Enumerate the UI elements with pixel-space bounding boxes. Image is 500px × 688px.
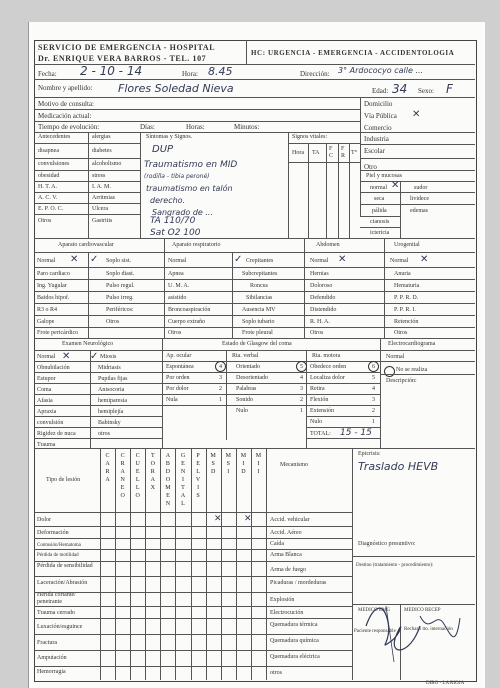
place-industria: Industria bbox=[364, 135, 389, 143]
lesion-row-line bbox=[34, 561, 266, 562]
urogenital-item: Retención bbox=[394, 319, 419, 325]
lesion-col-header: C A R A bbox=[105, 453, 110, 483]
resp-item: Sibilancias bbox=[246, 295, 273, 301]
antecedente-right-3: I. A. M. bbox=[92, 184, 111, 190]
antecedente-right-4: Arritmias bbox=[92, 195, 115, 201]
glasgow-motora-item: Retira bbox=[310, 386, 325, 392]
lesion-col-header: C U E L L O bbox=[135, 453, 140, 499]
sintomas-ta: TA 110/70 bbox=[150, 216, 196, 226]
footer-stamp: DIRO - LA RIOJA bbox=[426, 681, 465, 686]
lesion-tipo: Tipo de lesión bbox=[46, 477, 81, 483]
piel-ictericia: ictericia bbox=[370, 230, 390, 236]
neuro-item: hemiplejía bbox=[98, 409, 124, 415]
glasgow-motora-score: 3 bbox=[372, 397, 375, 403]
lesion-col-header: M I D bbox=[240, 453, 247, 475]
antecedente-right-6: Gastritis bbox=[92, 218, 113, 224]
ecg-title: Electrocardiograma bbox=[388, 341, 436, 347]
ecg-epicrisis: Epicrisis: bbox=[358, 451, 381, 457]
lesion-row: Pérdida de sensibilidad bbox=[37, 563, 93, 569]
neuro-item: hemiparesia bbox=[98, 398, 127, 404]
glasgow-verbal-title: Rta. verbal bbox=[232, 353, 259, 359]
urogenital-item: P. P. R. I. bbox=[394, 307, 416, 313]
mecanismo-item: Explosión bbox=[270, 597, 295, 603]
sintomas-title: Síntomas y Signos. bbox=[146, 134, 193, 140]
glasgow-title: Estado de Glasgow del coma bbox=[222, 341, 292, 347]
minutos-label: Minutos: bbox=[234, 123, 260, 131]
trauma-handwritten-note: Traslado HEVB bbox=[358, 460, 439, 473]
place-escolar: Escolar bbox=[364, 147, 385, 155]
urogenital-item: Otros bbox=[394, 330, 408, 336]
lesion-row: Luxación/esguince bbox=[37, 624, 83, 630]
lesion-col-line bbox=[206, 448, 207, 680]
piel-lividece: lividece bbox=[410, 196, 429, 202]
place-domicilio: Domicilio bbox=[364, 100, 393, 108]
selected-score-circle bbox=[368, 361, 379, 372]
dias-label: Días: bbox=[140, 123, 155, 131]
check-mark: ✕ bbox=[70, 254, 79, 265]
neuro-item: Apraxia bbox=[37, 409, 57, 415]
nombre-value: Flores Soledad Nieva bbox=[118, 82, 234, 95]
resp-item: asistido bbox=[168, 295, 187, 301]
lesion-row: Amputación bbox=[37, 655, 67, 661]
neuro-item: Anisocoria bbox=[98, 387, 125, 393]
header-line1: SERVICIO DE EMERGENCIA - HOSPITAL bbox=[38, 43, 216, 52]
abdomen-item: Otros bbox=[310, 330, 324, 336]
lesion-row: Dolor bbox=[37, 517, 51, 523]
vitals-col-fr: F R bbox=[341, 146, 346, 159]
neuro-title: Examen Neurológico bbox=[62, 341, 114, 347]
check-mark: ✕ bbox=[338, 254, 347, 265]
antecedente-left-0: disapnea bbox=[38, 148, 59, 154]
lesion-col-line bbox=[145, 448, 146, 680]
mecanismo-item: Electrocución bbox=[270, 610, 304, 616]
resp-item: Apnea bbox=[168, 271, 184, 277]
piel-normal: normal bbox=[370, 185, 387, 191]
resp-title: Aparato respiratorio bbox=[172, 242, 221, 248]
rechazo-label: Rechazo tto. internación bbox=[404, 627, 453, 632]
lesion-col-line bbox=[130, 448, 131, 680]
mecanismo-item: Accid. vehicular bbox=[270, 517, 310, 523]
resp-item: Otros bbox=[168, 330, 182, 336]
resp-item: Soplo tubario bbox=[242, 319, 275, 325]
destino-label: Destino (tratamiento - procedimiento): bbox=[356, 563, 434, 568]
antecedentes-title: Antecedentes bbox=[38, 134, 71, 140]
glasgow-verbal-score: 2 bbox=[300, 397, 303, 403]
sexo-label: Sexo: bbox=[418, 87, 434, 95]
lesion-row-line bbox=[34, 576, 266, 577]
glasgow-total-value: 15 - 15 bbox=[340, 428, 372, 438]
direccion-label: Dirección: bbox=[300, 70, 330, 78]
mecanismo-item: Quemadura eléctrica bbox=[270, 654, 320, 660]
lesion-col-header: A B D O M E N bbox=[165, 453, 171, 507]
lesion-col-line bbox=[160, 448, 161, 680]
piel-edemas: edemas bbox=[410, 208, 428, 214]
lesion-row-line bbox=[34, 650, 266, 651]
hora-value: 8.45 bbox=[208, 65, 233, 78]
lesion-row: Laceración/Abrasión bbox=[37, 580, 88, 586]
check-mark: ✕ bbox=[412, 109, 421, 120]
abdomen-item: Normal bbox=[310, 258, 329, 264]
antecedente-right-5: Ulcera bbox=[92, 206, 108, 212]
glasgow-verbal-item: Sonido bbox=[236, 397, 254, 403]
resp-item: Subcrepitantes bbox=[242, 271, 278, 277]
motivo-label: Motivo de consulta: bbox=[38, 100, 94, 108]
abdomen-title: Abdomen bbox=[316, 242, 340, 248]
resp-item: Cuerpo extraño bbox=[168, 319, 206, 325]
cardio-item: Normal bbox=[37, 258, 56, 264]
resp-item: U. M. A. bbox=[168, 283, 190, 289]
resp-item: Crepitantes bbox=[246, 258, 274, 264]
mecanismo-item: Picaduras / mordeduras bbox=[270, 580, 327, 586]
glasgow-ocular-score: 3 bbox=[219, 375, 222, 381]
place-via-publica: Vía Pública bbox=[364, 112, 397, 120]
neuro-item: Babinsky bbox=[98, 420, 121, 426]
check-mark: ✕ bbox=[214, 514, 222, 524]
antecedente-left-2: obesidad bbox=[38, 173, 60, 179]
ecg-item: Descripción: bbox=[386, 378, 417, 384]
abdomen-item: Hernias bbox=[310, 271, 329, 277]
neuro-item: Rigidez de nuca bbox=[37, 431, 76, 437]
cardio-item: Frote pericárdico bbox=[37, 330, 79, 336]
resp-item: Normal bbox=[168, 258, 187, 264]
vitals-title: Signos vitales: bbox=[292, 134, 328, 140]
urogenital-item: Hematuria bbox=[394, 283, 420, 289]
glasgow-ocular-item: Por dolor bbox=[166, 386, 189, 392]
piel-palida: pálida bbox=[372, 208, 387, 214]
cardio-item: Pulso regul. bbox=[106, 283, 135, 289]
sintomas-note-1: Traumatismo en MID bbox=[144, 160, 238, 170]
glasgow-motora-score: 2 bbox=[372, 408, 375, 414]
lesion-row-line bbox=[34, 606, 266, 607]
piel-sudor: sudor bbox=[414, 185, 428, 191]
lesion-col-line bbox=[175, 448, 176, 680]
lesion-row-line bbox=[34, 634, 266, 635]
urogenital-item: Anuria bbox=[394, 271, 411, 277]
sintomas-note-4: derecho. bbox=[150, 196, 186, 205]
signature-scribble bbox=[360, 596, 470, 666]
neuro-item: Normal bbox=[37, 354, 56, 360]
mecanismo-item: Caída bbox=[270, 541, 284, 547]
ecg-item: Normal bbox=[386, 354, 405, 360]
vitals-col-ta: TA bbox=[312, 150, 320, 156]
neuro-item: Trauma bbox=[37, 442, 56, 448]
check-mark: ✓ bbox=[90, 351, 99, 362]
vitals-col-t: T° bbox=[351, 150, 358, 156]
resp-item: Broncoaspiración bbox=[168, 307, 211, 313]
lesion-col-header: P E L V I S bbox=[195, 453, 201, 499]
antecedente-left-1: convulsiones bbox=[38, 161, 70, 167]
resp-item: Ausencia MV bbox=[242, 307, 276, 313]
fecha-value: 2 - 10 - 14 bbox=[80, 64, 143, 78]
neuro-item: Obnubilación bbox=[37, 365, 70, 371]
piel-cianosis: cianosis bbox=[370, 219, 390, 225]
glasgow-motora-score: 6 bbox=[372, 364, 375, 370]
resp-item: Frote pleural bbox=[242, 330, 273, 336]
urogenital-item: Normal bbox=[390, 258, 409, 264]
alergias-label: alergias bbox=[92, 134, 111, 140]
nombre-label: Nombre y apellido: bbox=[38, 84, 93, 92]
lesion-row-line bbox=[34, 592, 266, 593]
check-mark: ✕ bbox=[391, 180, 400, 191]
medicacion-label: Medicación actual: bbox=[38, 112, 92, 120]
header-hc: HC: URGENCIA - EMERGENCIA - ACCIDENTOLOGIA bbox=[251, 49, 455, 57]
cardio-item: Baidos hipof. bbox=[37, 295, 70, 301]
direccion-value: 3° Ardococyo calle ... bbox=[338, 66, 424, 75]
glasgow-ocular-item: Espontánea bbox=[166, 364, 194, 370]
edad-label: Edad: bbox=[372, 87, 389, 95]
lesion-row-line bbox=[34, 666, 266, 667]
glasgow-motora-item: Localiza dolor bbox=[310, 375, 345, 381]
lesion-col-line bbox=[221, 448, 222, 680]
cardio-item: Otros bbox=[106, 319, 120, 325]
cardio-item: Ing. Yugular bbox=[37, 283, 67, 289]
neuro-item: Coma bbox=[37, 387, 52, 393]
header-line2: Dr. ENRIQUE VERA BARROS - TEL. 107 bbox=[38, 54, 207, 63]
vitals-col-hora: Hora bbox=[292, 150, 304, 156]
cardio-item: Paro cardiaco bbox=[37, 271, 70, 277]
glasgow-ocular-score: 4 bbox=[219, 364, 222, 370]
piel-title: Piel y mucosas bbox=[366, 173, 402, 179]
mecanismo-item: Arma de fuego bbox=[270, 567, 306, 573]
antecedente-right-1: alcoholismo bbox=[92, 161, 122, 167]
glasgow-ocular-item: Por orden bbox=[166, 375, 190, 381]
glasgow-motora-item: Obedece orden bbox=[310, 364, 347, 370]
cardio-item: R3 o R4 bbox=[37, 307, 58, 313]
lesion-col-line bbox=[236, 448, 237, 680]
cardio-item: Soplo sist. bbox=[106, 258, 132, 264]
neuro-item: Miosis bbox=[100, 354, 117, 360]
glasgow-motora-item: Flexión bbox=[310, 397, 329, 403]
neuro-item: convulsión bbox=[37, 420, 64, 426]
glasgow-verbal-score: 4 bbox=[300, 375, 303, 381]
check-mark: ✕ bbox=[62, 351, 71, 362]
glasgow-ocular-score: 2 bbox=[219, 386, 222, 392]
lesion-col-header: M S I bbox=[225, 453, 231, 475]
cardio-item: Galope bbox=[37, 319, 55, 325]
antecedente-right-0: diabetes bbox=[92, 148, 112, 154]
mecanismo-item: Arma Blanca bbox=[270, 552, 302, 558]
abdomen-item: Doloroso bbox=[310, 283, 333, 289]
check-mark: ✕ bbox=[244, 514, 252, 524]
sintomas-note-5: Sangrado de ... bbox=[152, 208, 214, 217]
glasgow-motora-score: 5 bbox=[372, 375, 375, 381]
lesion-row: Deformación bbox=[37, 530, 69, 536]
lesion-row: Herida cortante/ penetrante bbox=[37, 592, 76, 605]
antecedente-left-6: Otros bbox=[38, 218, 52, 224]
piel-seca: seca bbox=[374, 196, 385, 202]
paciente-label: Paciente responsable bbox=[354, 629, 396, 634]
lesion-row: Pérdida de motilidad bbox=[37, 553, 79, 558]
urogenital-title: Urogenital bbox=[394, 242, 420, 248]
hora-label: Hora: bbox=[182, 70, 198, 78]
mecanismo-title: Mecanismo bbox=[280, 462, 308, 468]
antecedente-left-4: A. C. V. bbox=[38, 195, 58, 201]
glasgow-verbal-item: Desorientado bbox=[236, 375, 268, 381]
abdomen-item: R. H. A. bbox=[310, 319, 330, 325]
glasgow-verbal-item: Palabras bbox=[236, 386, 257, 392]
tiempo-label: Tiempo de evolución: bbox=[38, 123, 100, 131]
neuro-item: Estupor bbox=[37, 376, 56, 382]
place-comercio: Comercio bbox=[364, 124, 392, 132]
glasgow-verbal-item: Nulo bbox=[236, 408, 248, 414]
ecg-item: No se realiza bbox=[396, 367, 428, 373]
mecanismo-item: Quemadura química bbox=[270, 638, 319, 644]
glasgow-motora-item: Extensión bbox=[310, 408, 334, 414]
lesion-row: Contusión/Hematoma bbox=[37, 543, 81, 548]
mecanismo-item: otros bbox=[270, 670, 282, 676]
glasgow-motora-score: 4 bbox=[372, 386, 375, 392]
lesion-row: Hemorragia bbox=[37, 669, 66, 675]
lesion-col-line bbox=[191, 448, 192, 680]
glasgow-motora-item: Nulo bbox=[310, 419, 322, 425]
medico-emg-label: MEDICO EMG bbox=[358, 608, 391, 613]
place-otro: Otro bbox=[364, 163, 377, 171]
urogenital-item: P. P. R. D. bbox=[394, 295, 419, 301]
abdomen-item: Distendido bbox=[310, 307, 337, 313]
lesion-row-line bbox=[34, 526, 266, 527]
neuro-item: Afasia bbox=[37, 398, 53, 404]
check-mark: ✕ bbox=[420, 254, 429, 265]
lesion-row: Trauma cerrado bbox=[37, 610, 75, 616]
glasgow-ocular-title: Ap. ocular bbox=[166, 353, 192, 359]
sexo-value: F bbox=[446, 82, 453, 96]
selected-option-circle bbox=[384, 366, 395, 377]
lesion-col-header: M I I bbox=[255, 453, 262, 475]
horas-label: Horas: bbox=[186, 123, 205, 131]
fecha-label: Fecha: bbox=[38, 70, 57, 78]
sintomas-note-2: (rodilla - tibia peroné) bbox=[144, 173, 210, 180]
glasgow-ocular-score: 1 bbox=[219, 397, 222, 403]
lesion-row-line bbox=[34, 549, 266, 550]
lesion-col-line bbox=[100, 448, 101, 680]
lesion-row: Fractura bbox=[37, 640, 57, 646]
antecedente-right-2: stress bbox=[92, 173, 106, 179]
cardio-item: Pulso irreg. bbox=[106, 295, 134, 301]
glasgow-motora-score: 1 bbox=[372, 419, 375, 425]
cardio-title: Aparato cardiovascular bbox=[58, 242, 114, 248]
lesion-col-line bbox=[115, 448, 116, 680]
antecedente-left-5: E. P. O. C. bbox=[38, 206, 64, 212]
diagnostico-label: Diagnóstico presuntivo: bbox=[358, 541, 416, 547]
lesion-row-line bbox=[34, 538, 266, 539]
selected-score-circle bbox=[296, 361, 307, 372]
lesion-row-line bbox=[34, 618, 266, 619]
glasgow-ocular-item: Nula bbox=[166, 397, 178, 403]
glasgow-verbal-score: 3 bbox=[300, 386, 303, 392]
neuro-item: Pupilas fijas bbox=[98, 376, 128, 382]
lesion-col-header: C R A N E O bbox=[120, 453, 125, 499]
abdomen-item: Defendido bbox=[310, 295, 336, 301]
lesion-col-header: M S D bbox=[210, 453, 216, 475]
cardio-item: Soplo diast. bbox=[106, 271, 135, 277]
neuro-item: otros bbox=[98, 431, 110, 437]
glasgow-motora-title: Rta. motora bbox=[312, 353, 341, 359]
glasgow-verbal-score: 1 bbox=[300, 408, 303, 414]
medico-recep-label: MEDICO RECEP bbox=[404, 608, 441, 613]
cardio-item: Periféricos: bbox=[106, 307, 134, 313]
vitals-col-fc: F C bbox=[329, 146, 334, 159]
glasgow-verbal-score: 5 bbox=[300, 364, 303, 370]
sintomas-note-0: DUP bbox=[152, 144, 174, 155]
check-mark: ✓ bbox=[234, 254, 243, 265]
neuro-item: Midriasis bbox=[98, 365, 121, 371]
resp-item: Roncus bbox=[250, 283, 268, 289]
antecedente-left-3: H. T. A. bbox=[38, 184, 57, 190]
mecanismo-item: Quemadura térmica bbox=[270, 622, 318, 628]
sintomas-sat: Sat O2 100 bbox=[150, 228, 201, 238]
check-mark: ✓ bbox=[90, 254, 99, 265]
glasgow-total-label: TOTAL: bbox=[310, 431, 331, 437]
lesion-col-header: T O R A X bbox=[150, 453, 155, 491]
mecanismo-item: Accid. Aéreo bbox=[270, 530, 302, 536]
edad-value: 34 bbox=[392, 82, 408, 96]
glasgow-verbal-item: Orientado bbox=[236, 364, 260, 370]
sintomas-note-3: traumatismo en talón bbox=[146, 184, 233, 193]
lesion-col-line bbox=[251, 448, 252, 680]
selected-score-circle bbox=[215, 361, 226, 372]
lesion-col-header: G E N I T A L bbox=[180, 453, 186, 507]
